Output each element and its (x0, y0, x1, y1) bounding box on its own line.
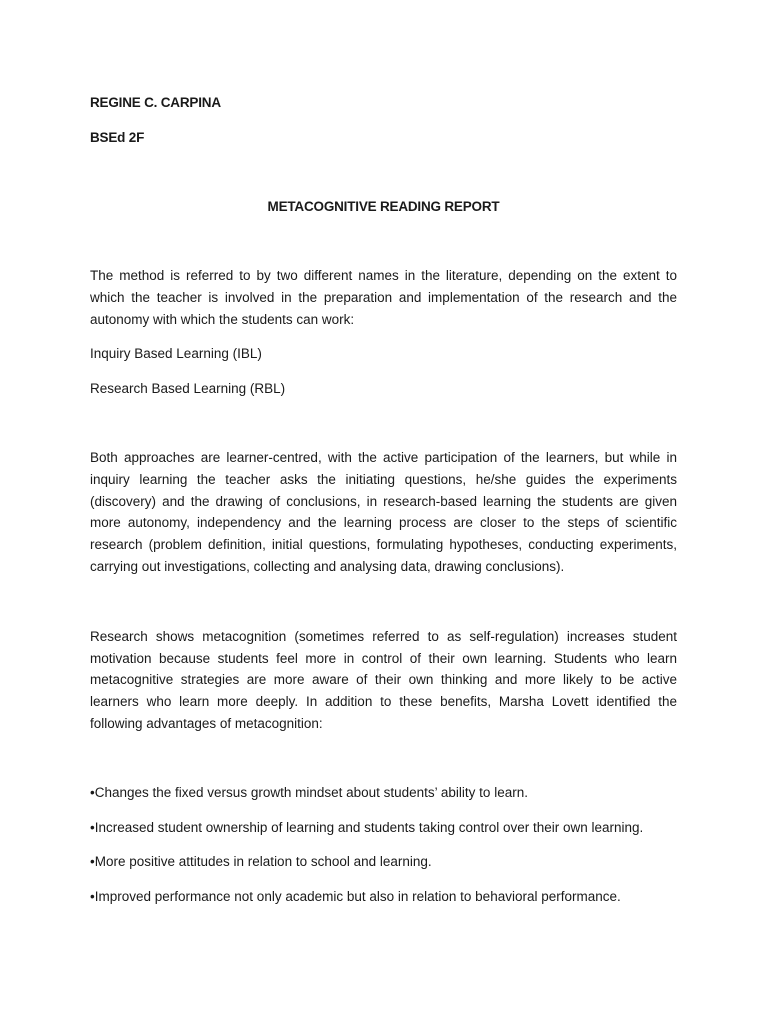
list-item: •Changes the fixed versus growth mindset about students’ ability to learn. (90, 784, 528, 800)
author-class: BSEd 2F (90, 130, 145, 145)
approaches-paragraph: Both approaches are learner-centred, with the active participation of the learners, but while in inquiry learning the teacher asks the initiating questions, he/she guides the experiments (discovery) and the drawing of conclusions, in research-based learning the students are given more autonomy, independency and the learning process are closer to the steps of scientific research (problem definition, initial questions, formulating hypotheses, conducting experiments, carrying out investigations, collecting and analysing data, drawing conclusions). (90, 449, 677, 574)
list-item: •Increased student ownership of learning and students taking control over their own learning. (90, 819, 644, 835)
report-title: METACOGNITIVE READING REPORT (267, 199, 500, 214)
author-name: REGINE C. CARPINA (90, 95, 221, 110)
list-item-ibl: Inquiry Based Learning (IBL) (90, 346, 262, 362)
list-item-rbl: Research Based Learning (RBL) (90, 381, 286, 397)
list-item: •Improved performance not only academic but also in relation to behavioral performance. (90, 889, 621, 905)
research-paragraph: Research shows metacognition (sometimes referred to as self-regulation) increases student motivation because students feel more in control of their own learning. Students who learn metacognitive strategies are more aware of their own thinking and more likely to be active learners who learn more deeply. In addition to these benefits, Marsha Lovett identified the following advantages of metacognition: (90, 628, 677, 731)
document-body (90, 92, 677, 921)
list-item: •More positive attitudes in relation to school and learning. (90, 854, 432, 870)
intro-paragraph: The method is referred to by two different names in the literature, depending on the extent to which the teacher is involved in the preparation and implementation of the research and the autonomy with which the students can work: (90, 268, 677, 327)
advantages-list (90, 782, 677, 908)
